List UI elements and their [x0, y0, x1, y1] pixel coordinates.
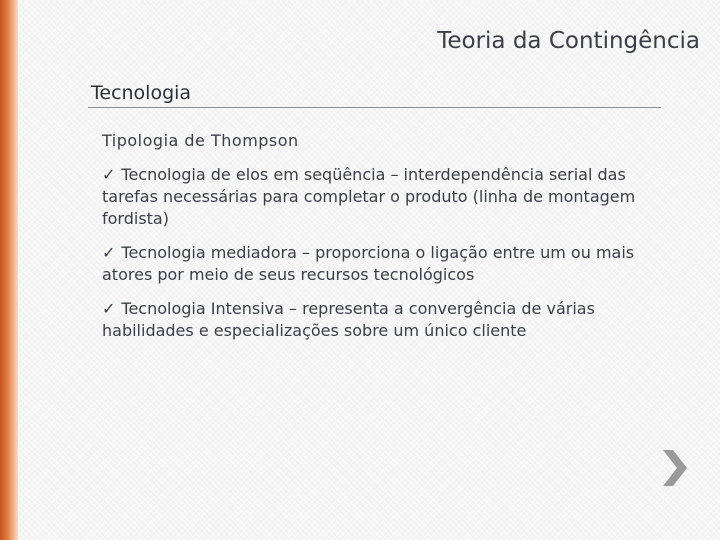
title-divider — [88, 107, 661, 108]
item-description: – interdependência serial das tarefas necessárias para completar o produto (linha de montagem fordista) — [102, 165, 636, 228]
item-term: Tecnologia mediadora — [121, 243, 297, 262]
item-term: Tecnologia de elos em seqüência — [121, 165, 386, 184]
section-title: Tecnologia — [91, 82, 192, 104]
checkmark-icon: ✓ — [102, 299, 116, 318]
list-item — [102, 242, 642, 286]
checkmark-icon: ✓ — [102, 243, 116, 262]
list-item — [102, 298, 642, 342]
item-term: Tecnologia Intensiva — [121, 299, 284, 318]
checkmark-icon: ✓ — [102, 165, 116, 184]
slide-content — [102, 130, 642, 354]
item-description: – proporciona o ligação entre um ou mais atores por meio de seus recursos tecnológicos — [102, 243, 635, 284]
chevron-right-icon[interactable] — [661, 448, 689, 492]
item-description: – representa a convergência de várias habilidades e especializações sobre um único cliente — [102, 299, 595, 340]
list-item — [102, 164, 642, 230]
subtitle: Tipologia de Thompson — [102, 131, 299, 150]
left-accent-bar — [0, 0, 18, 540]
slide-title: Teoria da Contingência — [437, 28, 700, 54]
